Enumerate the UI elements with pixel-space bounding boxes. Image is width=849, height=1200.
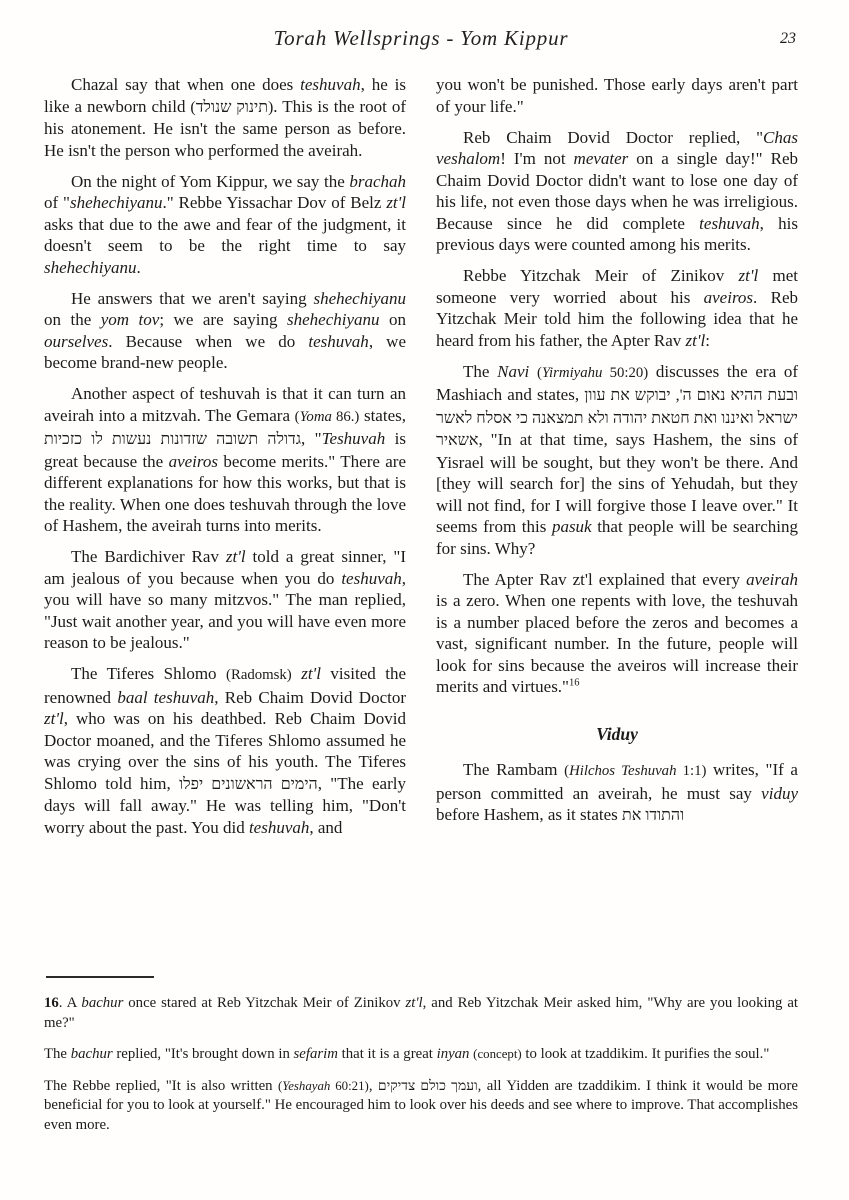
text-run: 1:1): [676, 763, 707, 779]
two-column-body: [44, 74, 798, 966]
text-run: The: [44, 1046, 71, 1063]
text-run: teshuvah: [341, 568, 402, 588]
paragraph: [436, 74, 798, 117]
paragraph: [44, 663, 406, 838]
text-run: asks that due to the awe and fear of the judgment, it doesn't seem to be the right time to say: [44, 214, 406, 255]
hebrew-text: ועמך כולם צדיקים: [377, 1078, 478, 1094]
text-run: ourselves: [44, 331, 109, 351]
footnotes-section: [44, 994, 798, 1136]
text-run: shehechiyanu: [69, 193, 163, 212]
text-run: . A: [58, 995, 82, 1011]
text-run: (: [277, 1078, 283, 1093]
text-run: , and: [309, 817, 343, 837]
hebrew-text: גדולה תשובה שזדונות נעשות לו כזכיות: [44, 431, 302, 448]
paragraph: [44, 171, 406, 279]
text-run: replied, "It's brought down in: [112, 1046, 294, 1063]
text-run: (concept): [473, 1047, 522, 1062]
text-run: Viduy: [596, 723, 638, 744]
paragraph: [44, 1077, 798, 1136]
text-run: on the: [44, 310, 101, 329]
text-run: writes, "If a person committed an aveirah, he must say: [436, 760, 798, 803]
text-run: shehechiyanu: [286, 310, 380, 329]
text-run: The Apter Rav zt'l explained that every: [463, 569, 747, 589]
left-column: [44, 74, 406, 966]
text-run: , all Yidden are tzaddikim. I think it would be more beneficial for you to look at yourself." He encouraged him to look over his deeds and see where to improve. That accomplishes even more.: [44, 1077, 798, 1133]
text-run: viduy: [761, 783, 798, 803]
text-run: ! I'm not: [500, 149, 574, 168]
text-run: Navi: [497, 361, 530, 381]
text-run: (: [536, 364, 542, 381]
text-run: pasuk: [551, 517, 592, 536]
text-run: , "In at that time, says Hashem, the sins of Yisrael will be sought, but they won't be there. And [they will search for] the sins of Yehudah, but they will not find, for I will forgive those I leave over." It seems from this: [436, 430, 798, 536]
text-run: The Bardichiver Rav: [71, 547, 226, 566]
page-number: 23: [780, 30, 796, 47]
text-run: ,: [368, 1077, 378, 1094]
text-run: teshuvah: [300, 75, 361, 94]
right-column: [436, 74, 798, 966]
paragraph: [436, 361, 798, 560]
text-run: aveiros: [168, 451, 218, 471]
text-run: .: [136, 257, 141, 277]
text-run: become merits." There are different explanations for how this works, but that is the reality. When one does teshuvah through the love of Hashem, the aveirah turns into merits.: [44, 451, 406, 535]
text-run: aveirah: [746, 569, 798, 589]
text-run: On the night of Yom Kippur, we say the: [71, 171, 350, 191]
text-run: Yirmiyahu: [541, 364, 603, 381]
text-run: is a zero. When one repents with love, the teshuvah is a number placed before the zeros and becomes a vast, significant number. In the future, people will look for sins because the aveiros will increase their merits and virtues.": [436, 591, 798, 696]
footnote-separator: [46, 976, 154, 978]
paragraph: [436, 569, 798, 698]
paragraph: [436, 759, 798, 827]
text-run: The Tiferes Shlomo: [71, 664, 227, 683]
text-run: Rebbe Yitzchak Meir of Zinikov: [463, 266, 739, 285]
paragraph: [44, 1045, 798, 1065]
hebrew-text: ובעת ההיא נאום ה', יבוקש את עוון ישראל ואיננו ואת חטאת יהודה ולא תמצאנה כי אסלח לאשר אשאיר: [436, 387, 798, 449]
text-run: met someone very worried about his: [436, 266, 798, 307]
text-run: shehechiyanu: [313, 288, 406, 308]
text-run: ." Rebbe Yissachar Dov of Belz: [162, 193, 387, 212]
text-run: , "The early days will fall away." He was telling him, "Don't worry about the past. You did: [44, 773, 406, 837]
text-run: Teshuvah: [321, 429, 386, 448]
text-run: that it is a great: [337, 1046, 437, 1063]
text-run: 16: [44, 995, 59, 1011]
text-run: 60:21): [330, 1078, 369, 1093]
text-run: bachur: [81, 995, 124, 1011]
text-run: Chas veshalom: [436, 127, 798, 168]
text-run: teshuvah: [248, 817, 310, 837]
text-run: visited the renowned: [44, 664, 407, 707]
paragraph: [44, 994, 798, 1033]
text-run: (: [294, 408, 300, 425]
text-run: bachur: [70, 1046, 113, 1063]
text-run: zt'l: [386, 193, 407, 212]
text-run: you won't be punished. Those early days aren't part of your life.": [436, 75, 798, 116]
text-run: , and Reb Yitzchak Meir asked him, "Why are you looking at me?": [44, 995, 798, 1031]
text-run: zt'l: [301, 664, 321, 683]
text-run: Reb Chaim Dovid Doctor replied, ": [463, 127, 764, 147]
page-title: Torah Wellsprings - Yom Kippur: [273, 26, 569, 50]
text-run: to look at tzaddikim. It purifies the soul.": [521, 1046, 770, 1063]
text-run: sefarim: [293, 1046, 338, 1063]
hebrew-text: והתודו את: [622, 807, 685, 824]
paragraph: [436, 127, 798, 256]
paragraph: [436, 265, 798, 351]
text-run: The: [463, 361, 498, 381]
text-run: 50:20): [602, 364, 649, 381]
text-run: zt'l: [685, 330, 706, 350]
text-run: yom tov: [100, 310, 160, 329]
text-run: zt'l: [405, 995, 423, 1011]
hebrew-text: (תינוק שנולד): [190, 98, 274, 116]
text-run: teshuvah: [699, 213, 760, 233]
text-run: zt'l: [738, 266, 759, 285]
text-run: aveiros: [703, 287, 754, 307]
page-header: [44, 26, 798, 56]
footnote-reference: 16: [569, 677, 580, 689]
text-run: baal teshuvah: [117, 687, 215, 707]
text-run: on a single day!" Reb Chaim Dovid Doctor didn't want to lose one day of his life, not even those days when he was irreligious. Because since he did complete: [436, 149, 798, 233]
paragraph: [44, 74, 406, 161]
text-run: once stared at Reb Yitzchak Meir of Zinikov: [123, 995, 406, 1011]
section-heading: [436, 724, 798, 746]
text-run: zt'l: [225, 547, 246, 566]
text-run: The Rambam: [463, 760, 565, 779]
text-run: states,: [359, 405, 406, 425]
text-run: . This is the root of his atonement. He isn't the same person as before. He isn't the person who performed the aveirah.: [44, 96, 406, 160]
text-run: zt'l: [44, 709, 64, 728]
text-run: Chazal say that when one does: [71, 75, 301, 94]
text-run: of ": [44, 193, 70, 212]
text-run: , you will have so many mitzvos." The man replied, "Just wait another year, and you will have even more reason to be jealous.": [44, 568, 406, 652]
paragraph: [44, 288, 406, 374]
text-run: on: [379, 310, 407, 329]
text-run: 86.): [331, 408, 360, 425]
text-run: told a great sinner, "I am jealous of you because when you do: [44, 547, 406, 588]
text-run: He answers that we aren't saying: [71, 288, 314, 308]
text-run: shehechiyanu: [44, 257, 137, 277]
text-run: teshuvah: [308, 331, 369, 351]
paragraph: [44, 383, 406, 537]
text-run: (: [564, 763, 570, 779]
text-run: , who was on his deathbed. Reb Chaim Dovid Doctor moaned, and the Tiferes Shlomo assumed he was crying over the sins of his youth. The Tiferes Shlomo told him,: [44, 709, 406, 793]
text-run: Yoma: [299, 408, 332, 425]
text-run: , we become brand-new people.: [44, 331, 407, 372]
text-run: ; we are saying: [159, 310, 287, 329]
text-run: , his previous days were counted among his merits.: [436, 213, 798, 254]
text-run: Yeshayah: [282, 1078, 331, 1093]
text-run: brachah: [349, 171, 406, 191]
text-run: before Hashem, as it states: [436, 805, 622, 824]
paragraph: [44, 546, 406, 654]
text-run: that people will be searching for sins. Why?: [436, 517, 798, 558]
text-run: , ": [301, 429, 322, 448]
text-run: . Because when we do: [108, 331, 309, 351]
text-run: The Rebbe replied, "It is also written: [44, 1077, 278, 1094]
text-run: mevater: [573, 149, 629, 168]
text-run: is great because the: [44, 429, 406, 471]
text-run: , Reb Chaim Dovid Doctor: [214, 687, 407, 707]
text-run: , he is like a newborn child: [44, 75, 406, 116]
text-run: Hilchos Teshuvah: [569, 763, 677, 779]
hebrew-text: הימים הראשונים יפלו: [179, 775, 318, 793]
text-run: . Reb Yitzchak Meir told him the following idea that he heard from his father, the Apter Rav: [436, 287, 798, 350]
text-run: [292, 664, 302, 683]
text-run: [529, 362, 537, 381]
text-run: :: [705, 330, 710, 350]
text-run: discusses the era of Mashiach and states,: [436, 361, 798, 404]
text-run: (Radomsk): [226, 667, 292, 683]
text-run: Another aspect of teshuvah is that it can turn an aveirah into a mitzvah. The Gemara: [44, 384, 406, 425]
text-run: inyan: [436, 1046, 470, 1063]
